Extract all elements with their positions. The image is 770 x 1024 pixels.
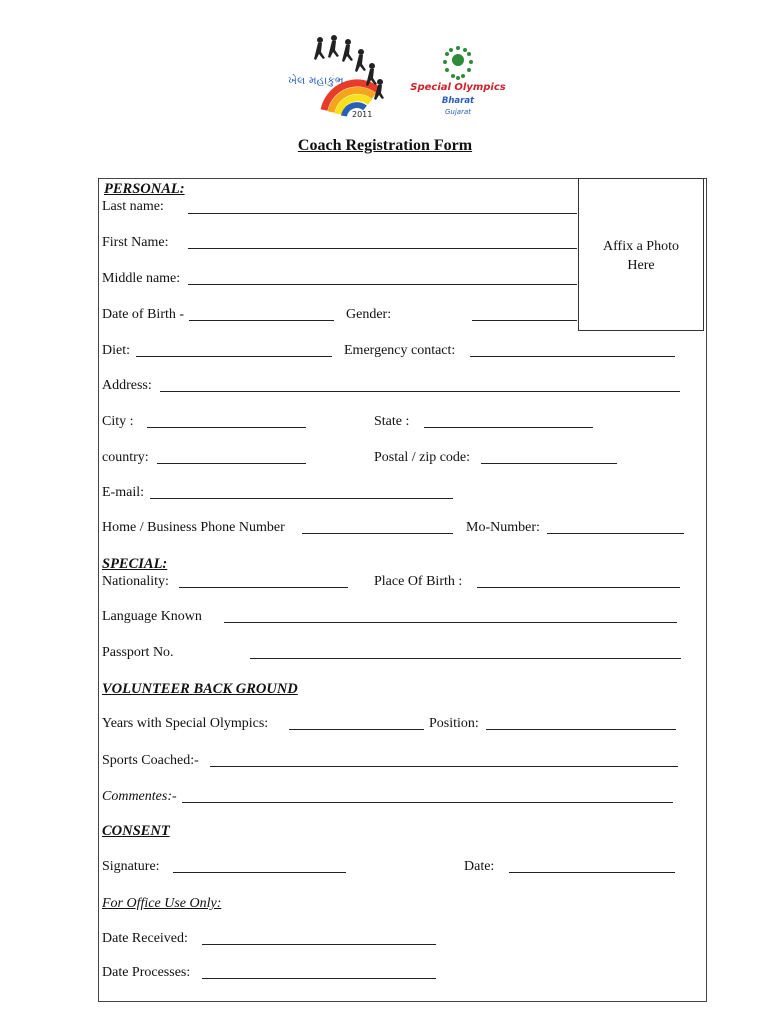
special-olympics-logo — [403, 46, 513, 132]
passport-label: Passport No. — [102, 645, 174, 660]
mobile-label: Mo-Number: — [466, 520, 540, 535]
passport-field[interactable] — [250, 658, 681, 659]
phone-label: Home / Business Phone Number — [102, 520, 285, 535]
phone-field[interactable] — [302, 533, 453, 534]
city-field[interactable] — [147, 427, 306, 428]
consent-date-label: Date: — [464, 859, 495, 874]
first-name-label: First Name: — [102, 235, 169, 250]
comments-label: Commentes:- — [102, 789, 177, 804]
signature-field[interactable] — [173, 872, 346, 873]
middle-name-label: Middle name: — [102, 271, 181, 286]
postal-code-field[interactable] — [481, 463, 617, 464]
comments-field[interactable] — [182, 802, 673, 803]
gender-field[interactable] — [472, 320, 577, 321]
city-label: City : — [102, 414, 134, 429]
personal-heading: PERSONAL: — [104, 181, 185, 197]
logo-right-name: Special Olympics — [410, 82, 506, 93]
dob-label: Date of Birth - — [102, 307, 185, 322]
logo-left-script: ખેલ મહાકુંભ — [288, 74, 344, 87]
nationality-label: Nationality: — [102, 574, 169, 589]
last-name-label: Last name: — [102, 199, 164, 214]
photo-line-1: Affix a Photo — [603, 239, 679, 254]
logo-right-sub2: Gujarat — [444, 108, 471, 116]
place-of-birth-field[interactable] — [477, 587, 680, 588]
consent-date-field[interactable] — [509, 872, 675, 873]
sports-coached-label: Sports Coached:- — [102, 753, 199, 768]
logo-left-year: 2011 — [352, 110, 373, 119]
signature-label: Signature: — [102, 859, 160, 874]
position-label: Position: — [429, 716, 479, 731]
logo-right-sub1: Bharat — [441, 96, 475, 106]
mobile-field[interactable] — [547, 533, 684, 534]
date-processes-field[interactable] — [202, 978, 436, 979]
emergency-contact-label: Emergency contact: — [344, 343, 456, 358]
special-heading: SPECIAL: — [102, 556, 168, 572]
position-field[interactable] — [486, 729, 676, 730]
country-label: country: — [102, 450, 149, 465]
years-label: Years with Special Olympics: — [102, 716, 269, 731]
address-label: Address: — [102, 378, 152, 393]
photo-line-2: Here — [627, 258, 655, 273]
email-label: E-mail: — [102, 485, 144, 500]
form-title: Coach Registration Form — [297, 137, 473, 154]
photo-box[interactable] — [578, 178, 704, 331]
sports-coached-field[interactable] — [210, 766, 678, 767]
office-use-heading: For Office Use Only: — [102, 896, 222, 911]
nationality-field[interactable] — [179, 587, 348, 588]
state-label: State : — [374, 414, 410, 429]
language-field[interactable] — [224, 622, 677, 623]
consent-heading: CONSENT — [102, 823, 170, 839]
middle-name-field[interactable] — [188, 284, 577, 285]
first-name-field[interactable] — [188, 248, 577, 249]
gender-label: Gender: — [346, 307, 392, 322]
country-field[interactable] — [157, 463, 306, 464]
emergency-contact-field[interactable] — [470, 356, 675, 357]
date-received-label: Date Received: — [102, 931, 188, 946]
dob-field[interactable] — [189, 320, 334, 321]
last-name-field[interactable] — [188, 213, 577, 214]
place-of-birth-label: Place Of Birth : — [374, 574, 463, 589]
diet-label: Diet: — [102, 343, 130, 358]
khel-mahakumbh-logo — [286, 30, 386, 126]
address-field[interactable] — [160, 391, 680, 392]
years-field[interactable] — [289, 729, 424, 730]
date-processes-label: Date Processes: — [102, 965, 191, 980]
email-field[interactable] — [150, 498, 453, 499]
language-label: Language Known — [102, 609, 202, 624]
date-received-field[interactable] — [202, 944, 436, 945]
photo-box-label — [579, 237, 703, 275]
diet-field[interactable] — [136, 356, 332, 357]
postal-code-label: Postal / zip code: — [374, 450, 471, 465]
state-field[interactable] — [424, 427, 593, 428]
volunteer-heading: VOLUNTEER BACK GROUND — [102, 681, 298, 697]
